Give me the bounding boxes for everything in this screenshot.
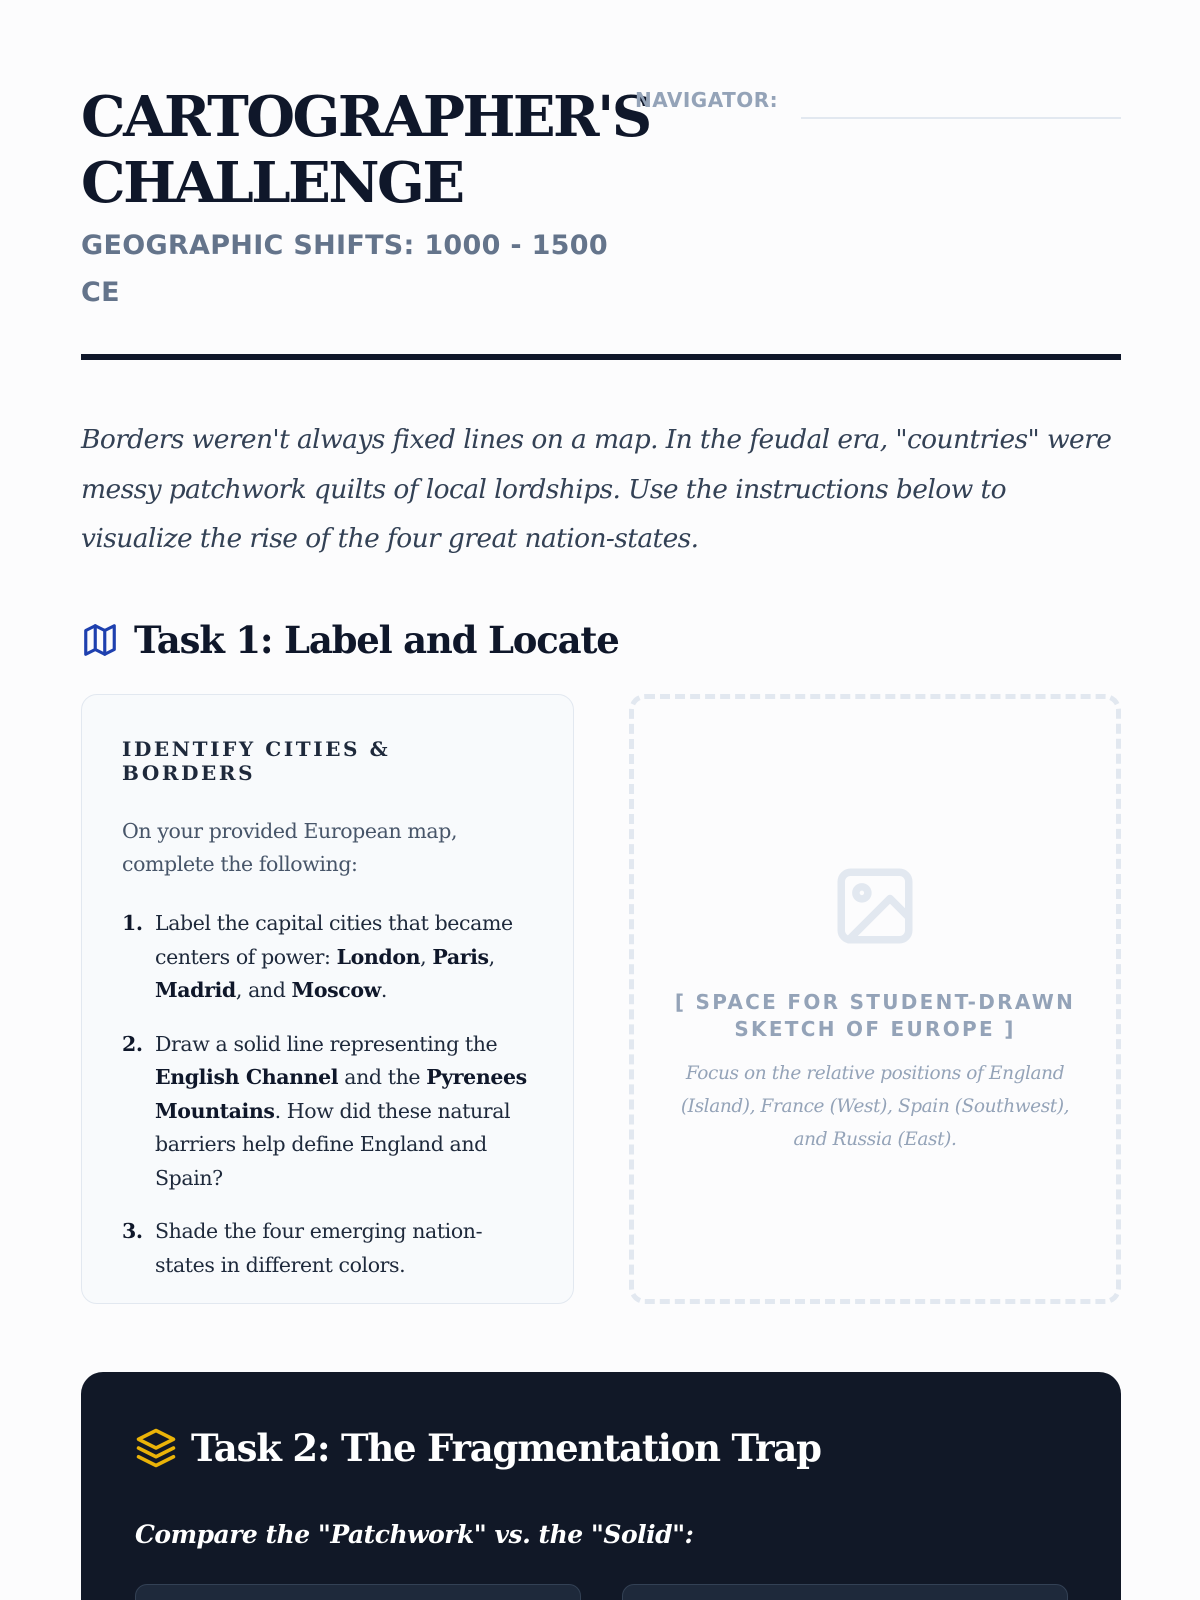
card-heading: IDENTIFY CITIES & BORDERS [122, 737, 391, 785]
sketch-label: [ SPACE FOR STUDENT-DRAWN SKETCH OF EUROPE ] [674, 990, 1076, 1041]
sketch-hint: Focus on the relative positions of England (Island), France (West), Spain (Southwest), and Russia (East). [680, 1063, 1070, 1150]
task2-title: Task 2: The Fragmentation Trap [191, 1426, 821, 1470]
city-moscow: Moscow [291, 978, 381, 1002]
task2-prompt: Compare the "Patchwork" vs. the "Solid": [135, 1520, 694, 1549]
worksheet-header [81, 84, 1121, 360]
pyrenees-mountains: Pyrenees Mountains [155, 1065, 527, 1123]
task1-header [81, 612, 619, 668]
step-text: Draw a solid line representing the English Channel and the Pyrenees Mountains. How did these natural barriers help define England and Spain? [155, 1031, 527, 1190]
title-line-1: CARTOGRAPHER'S [81, 84, 650, 150]
title-line-2: CHALLENGE [81, 150, 463, 216]
list-item [122, 1215, 533, 1282]
header-divider [81, 354, 1121, 360]
city-paris: Paris [432, 944, 489, 969]
step-text: Label the capital cities that became centers of power: London, Paris, Madrid, and Moscow. [155, 911, 513, 1002]
city-madrid: Madrid [155, 978, 236, 1002]
instructions-card [81, 694, 574, 1304]
navigator-label: NAVIGATOR: [635, 88, 779, 112]
image-icon [830, 861, 920, 951]
step-text: Shade the four emerging nation-states in different colors. [155, 1219, 483, 1277]
step-number: 3. [122, 1219, 143, 1243]
step-number: 1. [122, 911, 143, 935]
task2-panel [81, 1372, 1121, 1600]
english-channel: English Channel [155, 1065, 339, 1089]
list-item [122, 1028, 533, 1196]
solid-card [622, 1584, 1068, 1600]
layers-icon [135, 1427, 177, 1469]
intro-paragraph: Borders weren't always fixed lines on a map. In the feudal era, "countries" were messy patchwork quilts of local lordships. Use the instructions below to visualize the rise of the four great nation-states. [81, 424, 1112, 554]
task2-header [135, 1426, 821, 1470]
list-item [122, 907, 533, 1008]
navigator-name-field[interactable] [801, 117, 1121, 119]
page-title [81, 84, 650, 216]
task1-title: Task 1: Label and Locate [134, 618, 619, 662]
step-number: 2. [122, 1031, 143, 1056]
page-subtitle: GEOGRAPHIC SHIFTS: 1000 - 1500 CE [81, 230, 608, 308]
map-icon [81, 621, 119, 659]
city-london: London [336, 944, 421, 969]
card-lead: On your provided European map, complete the following: [122, 819, 458, 876]
worksheet-page [81, 0, 1121, 1600]
sketch-area[interactable] [629, 694, 1121, 1304]
patchwork-card [135, 1584, 581, 1600]
instruction-steps [122, 907, 533, 1282]
